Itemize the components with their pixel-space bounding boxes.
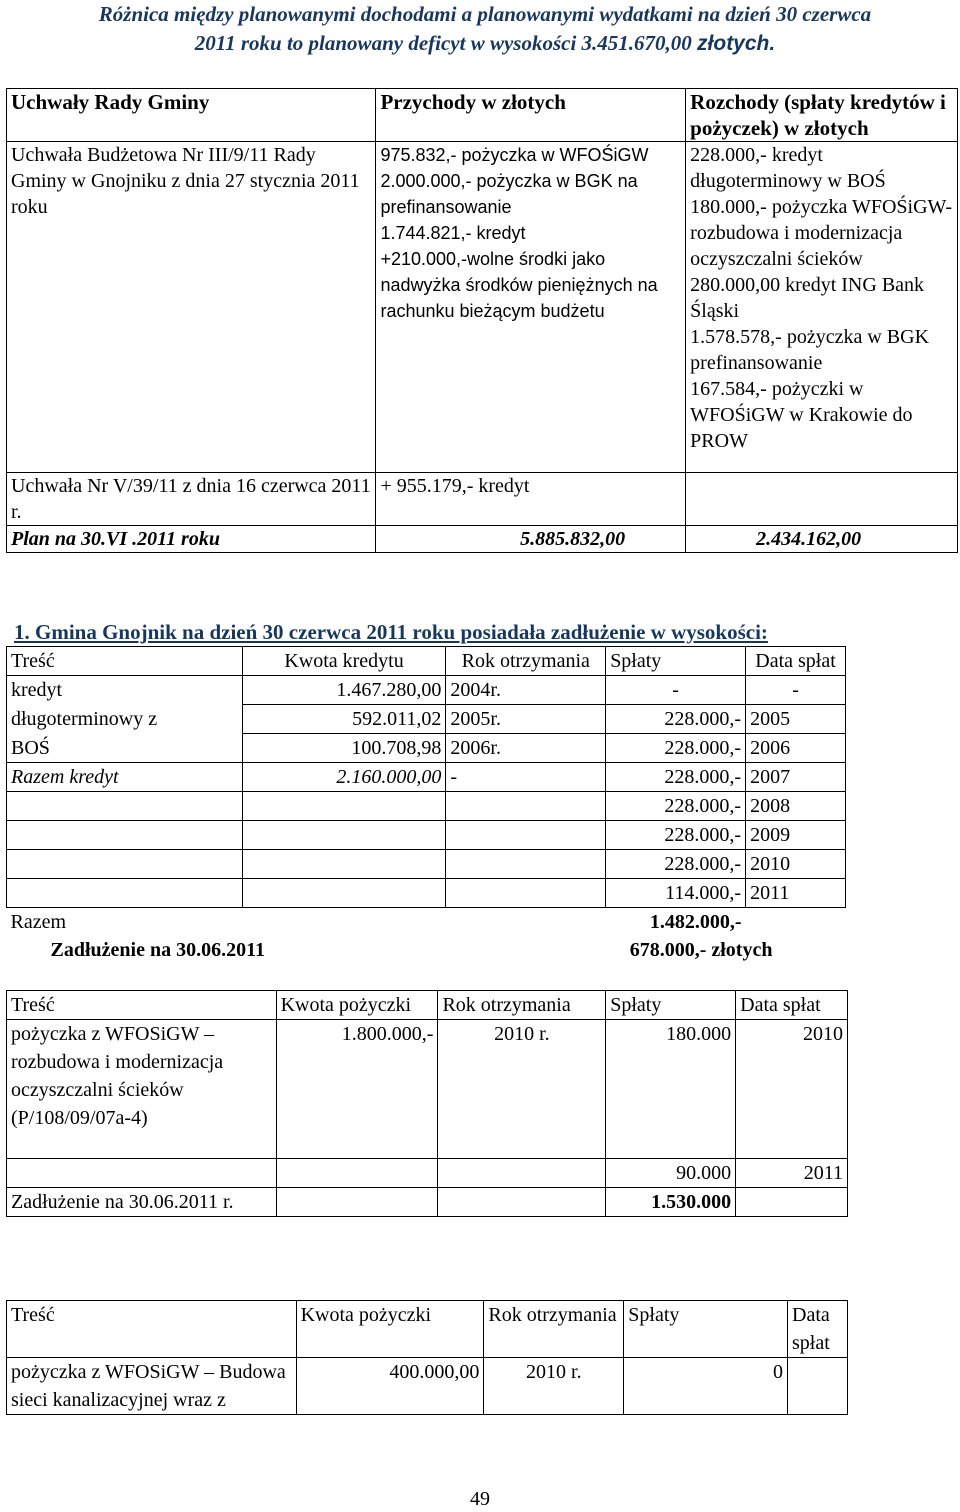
header-tresc: Treść	[7, 991, 277, 1020]
section-title: 1. Gmina Gnojnik na dzień 30 czerwca 2011 roku posiadała zadłużenie w wysokości:	[14, 620, 768, 644]
credit-splaty: 228.000,-	[606, 734, 746, 763]
header-rok: Rok otrzymania	[438, 991, 606, 1020]
credit-data: 2007	[746, 763, 846, 792]
intro-line-2-text: 2011 roku to planowany deficyt w wysokości 3.451.670,00	[194, 31, 692, 55]
expense-item: 280.000,00 kredyt ING Bank Śląski	[690, 274, 925, 322]
loan1-row-2	[7, 1159, 848, 1188]
empty-cell	[446, 850, 606, 879]
credit-tresc: BOŚ	[7, 734, 243, 763]
plan-expense: 2.434.162,00	[686, 526, 958, 553]
loan2-splaty: 0	[624, 1358, 788, 1415]
header-kwota: Kwota pożyczki	[276, 991, 438, 1020]
credit-row	[7, 792, 846, 821]
loan2-rok: 2010 r.	[484, 1358, 624, 1415]
zadluzenie-label: Zadłużenie na 30.06.2011	[50, 939, 265, 961]
expense-item: 167.584,- pożyczki w WFOŚiGW w Krakowie do PROW	[690, 378, 913, 452]
header-splaty: Spłaty	[606, 991, 736, 1020]
empty-cell	[276, 1188, 438, 1217]
empty-cell	[7, 850, 243, 879]
resolutions-table	[6, 88, 958, 553]
expense-cell	[686, 142, 958, 473]
loan1-zadluzenie-label: Zadłużenie na 30.06.2011 r.	[7, 1188, 277, 1217]
header-data: Data spłat	[746, 647, 846, 676]
loan1-tresc: pożyczka z WFOSiGW – rozbudowa i modernizacja oczyszczalni ścieków (P/108/09/07a-4)	[7, 1020, 277, 1159]
loan2-row	[7, 1358, 848, 1415]
razem-label: Razem	[10, 911, 67, 933]
header-uchwaly: Uchwały Rady Gminy	[7, 89, 376, 142]
credit-row	[7, 879, 846, 908]
credit-tresc: kredyt	[7, 676, 243, 705]
resolution-name: Uchwała Nr V/39/11 z dnia 16 czerwca 2011 r.	[7, 473, 376, 526]
credit-splaty: 228.000,-	[606, 821, 746, 850]
empty-cell	[242, 879, 446, 908]
empty-cell	[7, 879, 243, 908]
credit-data: 2008	[746, 792, 846, 821]
credit-kwota: 100.708,98	[242, 734, 446, 763]
credit-tresc: długoterminowy z	[7, 705, 243, 734]
plan-label: Plan na 30.VI .2011 roku	[7, 526, 376, 553]
credit-data: 2009	[746, 821, 846, 850]
loan2-header-row	[7, 1301, 848, 1358]
razem-kredyt-kwota: 2.160.000,00	[242, 763, 446, 792]
intro-line-1: Różnica między planowanymi dochodami a planowanymi wydatkami na dzień 30 czerwca	[98, 2, 872, 26]
plan-income: 5.885.832,00	[376, 526, 686, 553]
expense-item: 180.000,- pożyczka WFOŚiGW-rozbudowa i modernizacja oczyszczalni ścieków	[690, 196, 952, 270]
loan-table-2	[6, 1300, 848, 1415]
razem-kredyt-row	[7, 763, 846, 792]
credit-rok: 2006r.	[446, 734, 606, 763]
empty-cell	[746, 908, 846, 937]
loan1-splaty: 90.000	[606, 1159, 736, 1188]
empty-cell	[446, 792, 606, 821]
credit-rok: 2005r.	[446, 705, 606, 734]
loan2-kwota: 400.000,00	[296, 1358, 484, 1415]
credit-splaty: -	[606, 676, 746, 705]
loan1-splaty: 180.000	[606, 1020, 736, 1159]
plan-row	[7, 526, 958, 553]
credit-splaty: 228.000,-	[606, 792, 746, 821]
loan1-row	[7, 1020, 848, 1159]
credit-rok: 2004r.	[446, 676, 606, 705]
razem-kredyt-rok: -	[446, 763, 606, 792]
header-tresc: Treść	[7, 1301, 297, 1358]
credit-header-row	[7, 647, 846, 676]
empty-cell	[7, 1159, 277, 1188]
credit-row	[7, 821, 846, 850]
header-tresc: Treść	[7, 647, 243, 676]
credit-kwota: 592.011,02	[242, 705, 446, 734]
header-data: Data spłat	[788, 1301, 848, 1358]
loan1-rok: 2010 r.	[438, 1020, 606, 1159]
empty-cell	[446, 879, 606, 908]
razem-row	[7, 908, 846, 937]
expense-item: 228.000,- kredyt długoterminowy w BOŚ	[690, 144, 886, 192]
empty-cell	[242, 908, 446, 937]
expense-item: 1.578.578,- pożyczka w BGK prefinansowanie	[690, 326, 930, 374]
header-splaty: Spłaty	[606, 647, 746, 676]
empty-cell	[7, 821, 243, 850]
empty-cell	[7, 792, 243, 821]
credit-splaty: 114.000,-	[606, 879, 746, 908]
credit-data: 2005	[746, 705, 846, 734]
loan1-data: 2011	[736, 1159, 848, 1188]
header-przychody: Przychody w złotych	[376, 89, 686, 142]
empty-cell	[446, 821, 606, 850]
loan2-data	[788, 1358, 848, 1415]
razem-kredyt-label: Razem kredyt	[7, 763, 243, 792]
credit-row	[7, 705, 846, 734]
empty-cell	[736, 1188, 848, 1217]
header-splaty: Spłaty	[624, 1301, 788, 1358]
empty-cell	[446, 908, 606, 937]
intro-line-2-unit: złotych.	[697, 32, 776, 55]
resolution-row-budget	[7, 142, 958, 473]
credit-kwota: 1.467.280,00	[242, 676, 446, 705]
income-item: 975.832,- pożyczka w WFOŚiGW	[380, 145, 649, 165]
income-cell	[376, 142, 686, 473]
credit-table	[6, 646, 846, 964]
resolution-row-june	[7, 473, 958, 526]
income-item: +210.000,-wolne środki jako nadwyżka środków pieniężnych na rachunku bieżącym budżetu	[380, 249, 658, 321]
income-item: 2.000.000,- pożyczka w BGK na prefinansowanie	[380, 171, 638, 217]
credit-splaty: 228.000,-	[606, 763, 746, 792]
credit-row	[7, 734, 846, 763]
loan1-kwota: 1.800.000,-	[276, 1020, 438, 1159]
zadluzenie-value: 678.000,- złotych	[629, 939, 773, 961]
loan1-header-row	[7, 991, 848, 1020]
resolutions-header-row	[7, 89, 958, 142]
credit-splaty: 228.000,-	[606, 705, 746, 734]
credit-splaty: 228.000,-	[606, 850, 746, 879]
empty-cell	[242, 850, 446, 879]
loan1-zadluzenie-value: 1.530.000	[606, 1188, 736, 1217]
credit-data: -	[746, 676, 846, 705]
expense-cell	[686, 473, 958, 526]
header-kwota: Kwota kredytu	[242, 647, 446, 676]
header-kwota: Kwota pożyczki	[296, 1301, 484, 1358]
empty-cell	[276, 1159, 438, 1188]
intro-paragraph	[20, 0, 950, 58]
credit-row	[7, 850, 846, 879]
income-cell: + 955.179,- kredyt	[376, 473, 686, 526]
credit-row	[7, 676, 846, 705]
page-number: 49	[470, 1488, 490, 1510]
header-data: Data spłat	[736, 991, 848, 1020]
credit-data: 2010	[746, 850, 846, 879]
razem-splaty: 1.482.000,-	[649, 911, 742, 933]
credit-data: 2006	[746, 734, 846, 763]
credit-data: 2011	[746, 879, 846, 908]
header-rozchody: Rozchody (spłaty kredytów i pożyczek) w złotych	[686, 89, 958, 142]
intro-line-2	[20, 29, 950, 58]
loan1-zadluzenie-row	[7, 1188, 848, 1217]
zadluzenie-row	[7, 936, 846, 964]
header-rok: Rok otrzymania	[446, 647, 606, 676]
empty-cell	[242, 821, 446, 850]
resolution-name: Uchwała Budżetowa Nr III/9/11 Rady Gminy w Gnojniku z dnia 27 stycznia 2011 roku	[7, 142, 376, 473]
loan2-tresc: pożyczka z WFOSiGW – Budowa sieci kanalizacyjnej wraz z	[7, 1358, 297, 1415]
empty-cell	[438, 1159, 606, 1188]
income-item: 1.744.821,- kredyt	[380, 223, 526, 243]
loan1-data: 2010	[736, 1020, 848, 1159]
loan-table-1	[6, 990, 848, 1217]
empty-cell	[438, 1188, 606, 1217]
header-rok: Rok otrzymania	[484, 1301, 624, 1358]
empty-cell	[242, 792, 446, 821]
